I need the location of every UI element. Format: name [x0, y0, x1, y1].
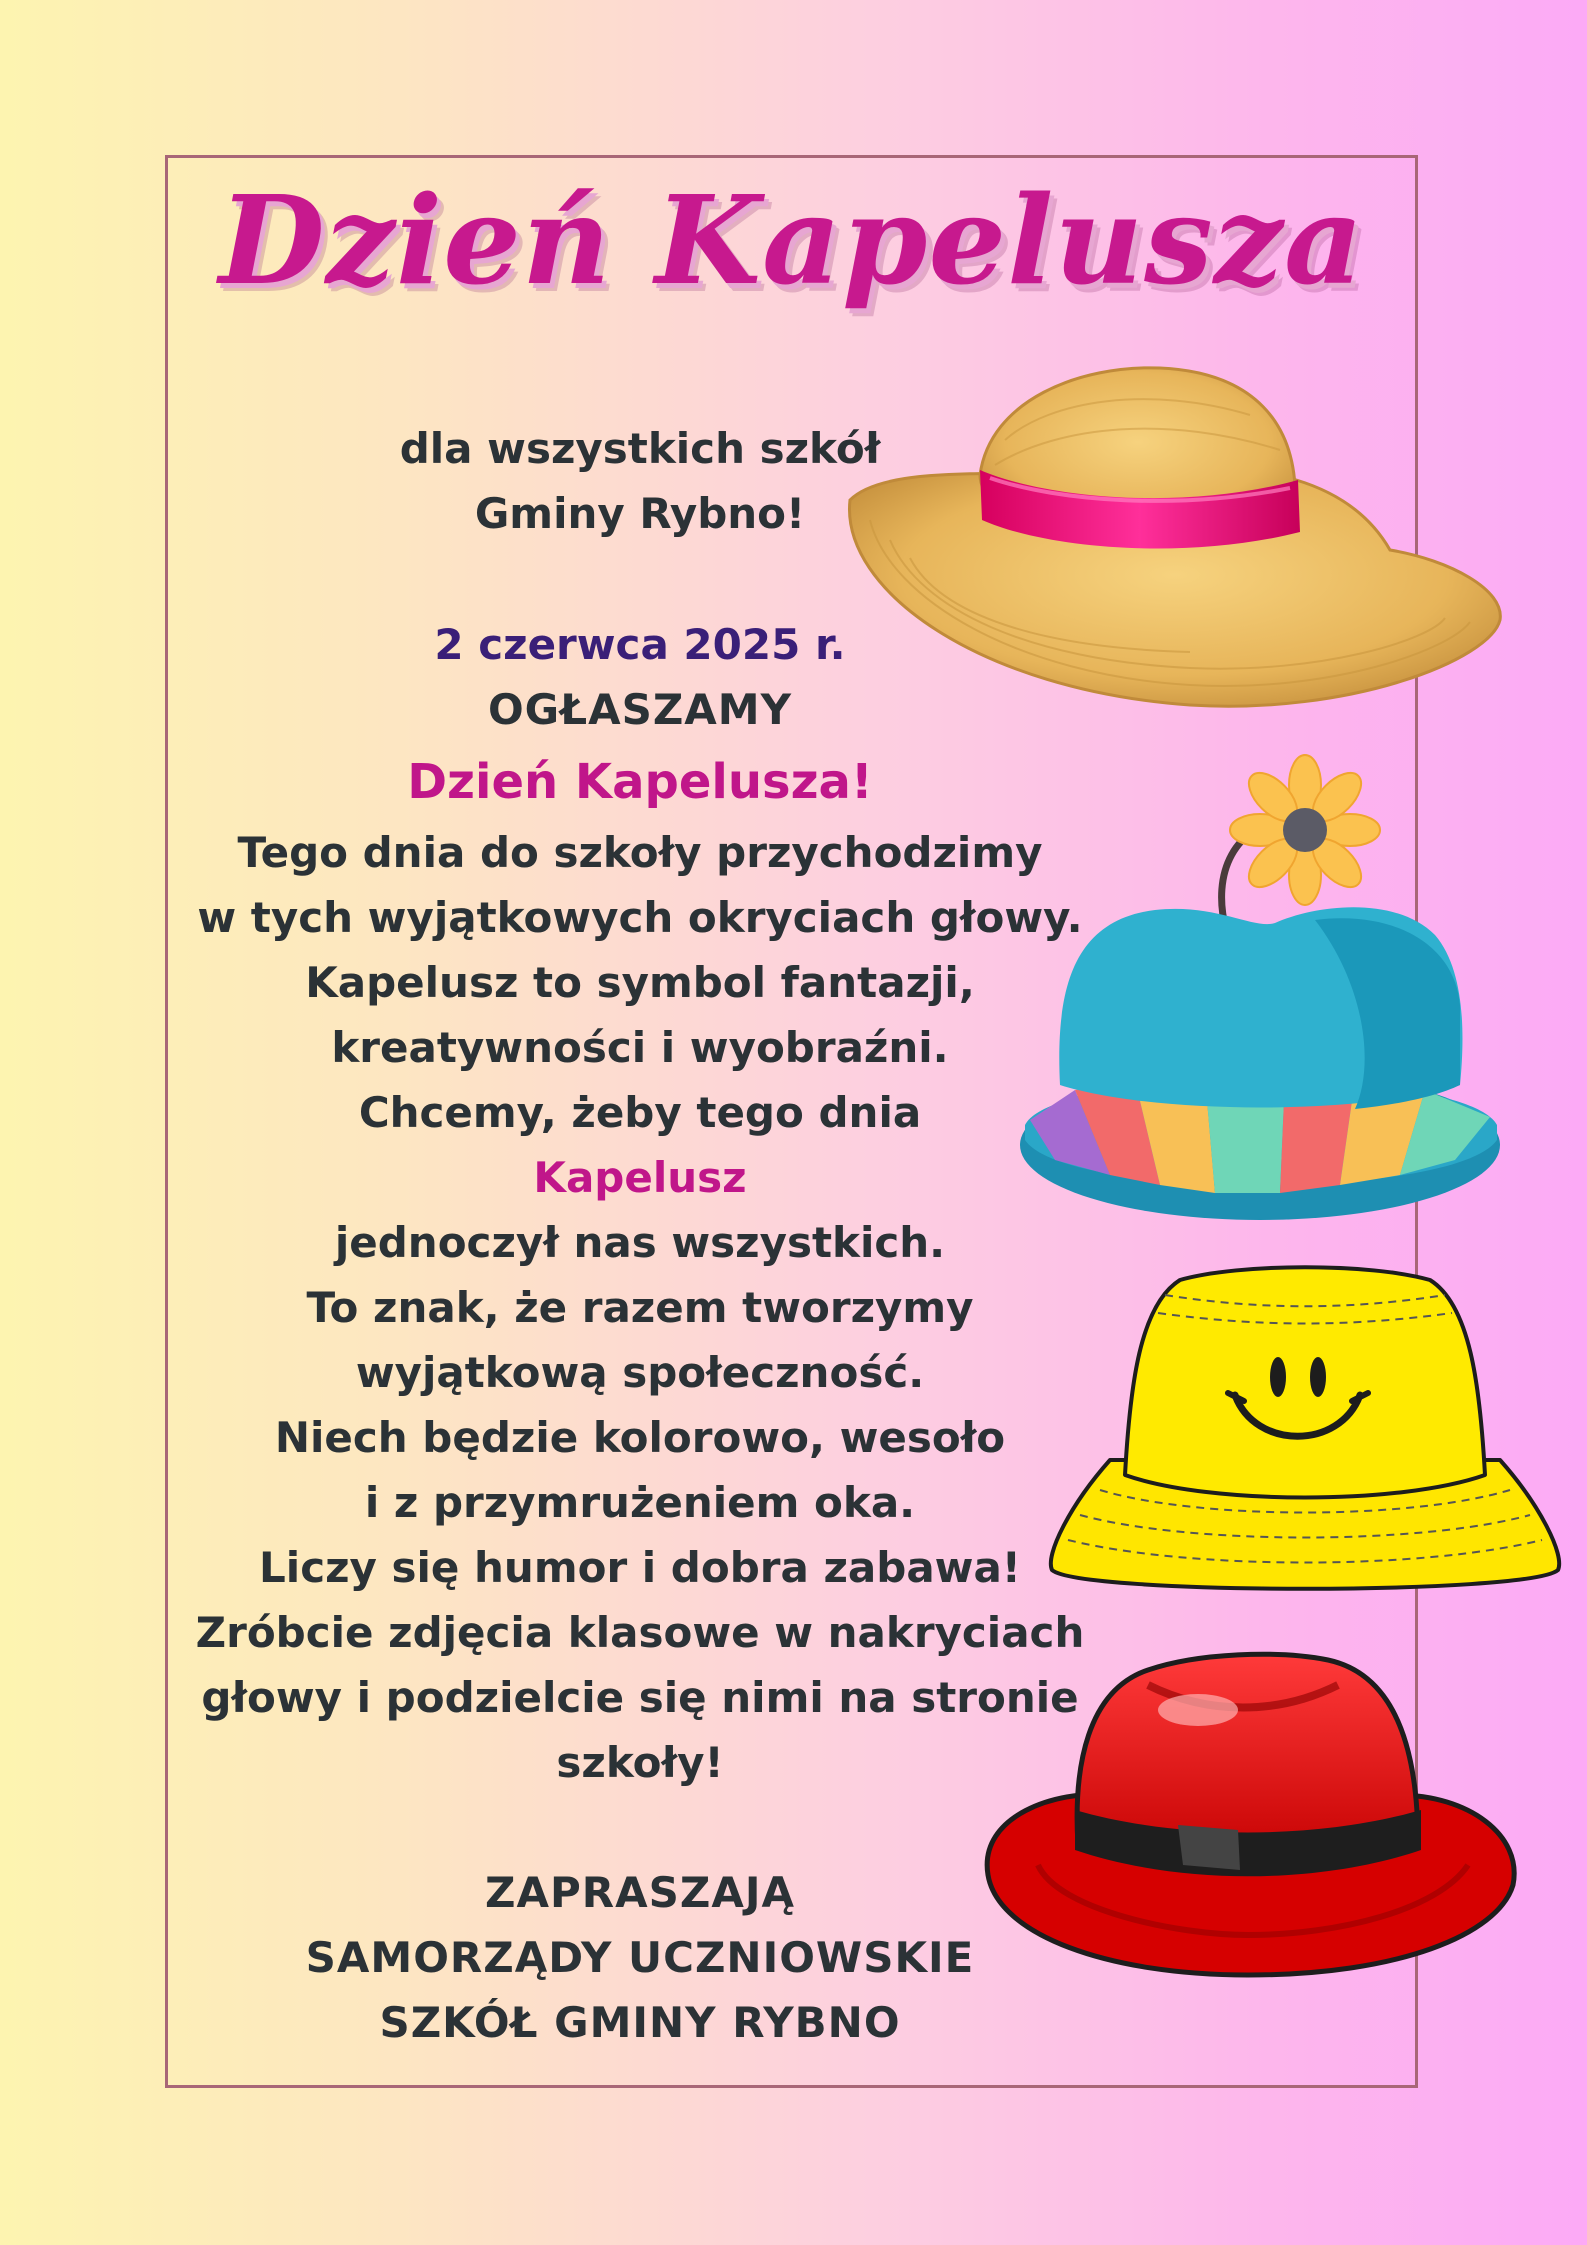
- bucket-hat-flower-icon: [1015, 745, 1505, 1240]
- body-line: Chcemy, żeby tego dnia: [358, 1088, 922, 1137]
- body-line: kreatywności i wyobraźni.: [331, 1023, 949, 1072]
- invite-line: ZAPRASZAJĄ: [485, 1868, 795, 1917]
- organizer-line: SZKÓŁ GMINY RYBNO: [379, 1998, 901, 2047]
- body-line: głowy i podzielcie się nimi na stronie: [201, 1673, 1079, 1722]
- red-fedora-icon: [978, 1645, 1523, 1980]
- body-line: Liczy się humor i dobra zabawa!: [259, 1543, 1021, 1592]
- organizer-line: SAMORZĄDY UCZNIOWSKIE: [305, 1933, 975, 1982]
- body-line: jednoczył nas wszystkich.: [334, 1218, 946, 1267]
- announce-line: OGŁASZAMY: [487, 685, 793, 734]
- smiley-bucket-hat-icon: [1040, 1265, 1570, 1610]
- body-line: Niech będzie kolorowo, wesoło: [274, 1413, 1006, 1462]
- body-line: i z przymrużeniem oka.: [364, 1478, 916, 1527]
- event-name: Dzień Kapelusza!: [407, 754, 873, 810]
- body-line: Kapelusz to symbol fantazji,: [305, 958, 975, 1007]
- body-line: szkoły!: [556, 1738, 724, 1787]
- body-line: Tego dnia do szkoły przychodzimy: [237, 828, 1043, 877]
- poster-title: Dzień Kapelusza: [218, 168, 1365, 312]
- intro-line: dla wszystkich szkół: [399, 424, 881, 473]
- highlight-word: Kapelusz: [533, 1153, 747, 1202]
- body-line: Zróbcie zdjęcia klasowe w nakryciach: [195, 1608, 1085, 1657]
- body-line: wyjątkową społeczność.: [355, 1348, 925, 1397]
- intro-line: Gminy Rybno!: [474, 489, 806, 538]
- body-line: w tych wyjątkowych okryciach głowy.: [197, 893, 1083, 942]
- straw-hat-icon: [830, 360, 1510, 730]
- body-line: To znak, że razem tworzymy: [306, 1283, 974, 1332]
- event-date: 2 czerwca 2025 r.: [434, 620, 846, 669]
